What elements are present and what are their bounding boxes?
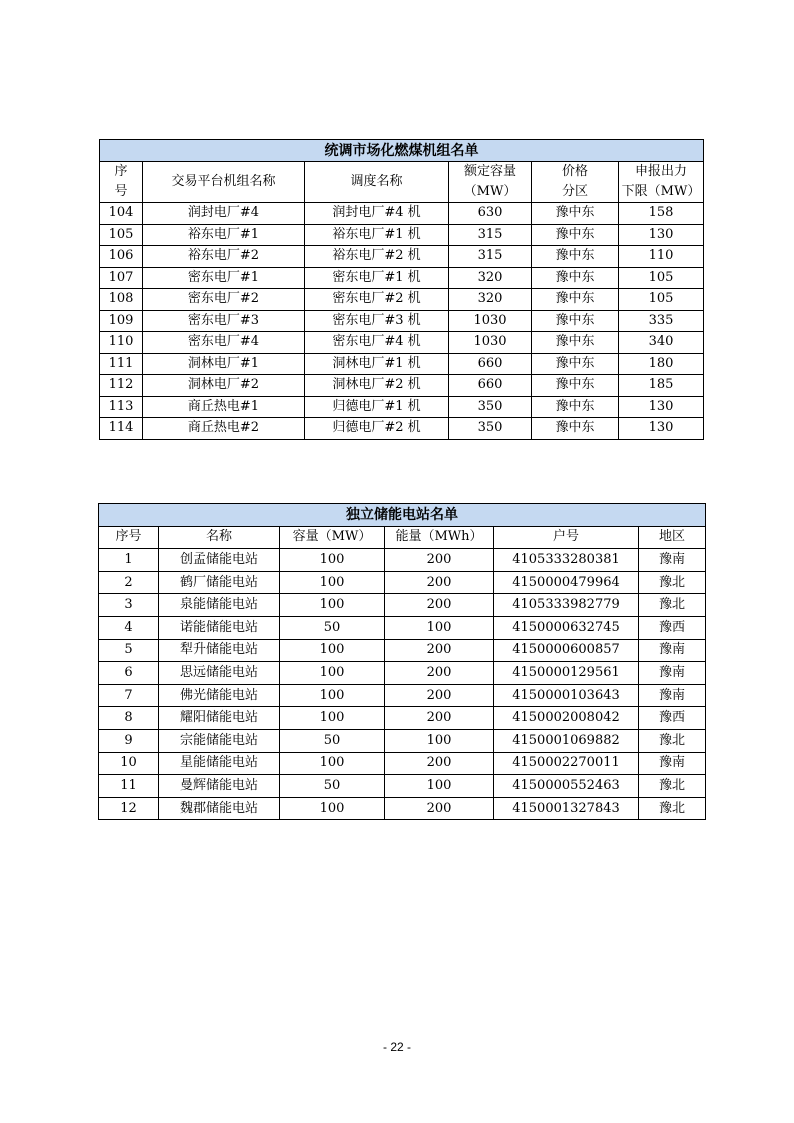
cell-trade-name: 密东电厂#2 <box>143 289 305 311</box>
header-trade-name: 交易平台机组名称 <box>143 162 305 203</box>
cell-capacity: 630 <box>449 203 532 225</box>
energy-storage-table <box>98 503 706 820</box>
cell-region: 豫南 <box>639 684 706 707</box>
cell-price-zone: 豫中东 <box>532 310 619 332</box>
cell-trade-name: 密东电厂#1 <box>143 267 305 289</box>
header-capacity-line2: （MW） <box>463 184 517 199</box>
cell-capacity: 350 <box>449 396 532 418</box>
cell-trade-name: 裕东电厂#1 <box>143 224 305 246</box>
cell-capacity: 100 <box>280 549 385 572</box>
cell-capacity: 100 <box>280 684 385 707</box>
table-row <box>100 396 704 418</box>
cell-name: 魏郡储能电站 <box>159 797 280 820</box>
table-row <box>100 375 704 397</box>
cell-output-limit: 180 <box>619 353 704 375</box>
table-row <box>99 707 706 730</box>
cell-price-zone: 豫中东 <box>532 396 619 418</box>
cell-capacity: 50 <box>280 729 385 752</box>
cell-trade-name: 裕东电厂#2 <box>143 246 305 268</box>
cell-energy: 200 <box>385 639 494 662</box>
cell-seq: 1 <box>99 549 159 572</box>
cell-trade-name: 商丘热电#1 <box>143 396 305 418</box>
table-header-row <box>100 162 704 203</box>
cell-energy: 200 <box>385 594 494 617</box>
table-row <box>100 224 704 246</box>
header-capacity: 容量（MW） <box>280 526 385 549</box>
header-seq: 序号 <box>99 526 159 549</box>
table-row <box>100 418 704 440</box>
cell-dispatch-name: 密东电厂#4 机 <box>305 332 449 354</box>
cell-dispatch-name: 裕东电厂#2 机 <box>305 246 449 268</box>
cell-seq: 11 <box>99 775 159 798</box>
cell-seq: 107 <box>100 267 143 289</box>
cell-capacity: 1030 <box>449 310 532 332</box>
cell-capacity: 660 <box>449 353 532 375</box>
table-row <box>100 332 704 354</box>
cell-dispatch-name: 洞林电厂#1 机 <box>305 353 449 375</box>
header-energy: 能量（MWh） <box>385 526 494 549</box>
header-capacity-line1: 额定容量 <box>463 164 516 179</box>
table-row <box>100 353 704 375</box>
cell-region: 豫北 <box>639 775 706 798</box>
cell-seq: 112 <box>100 375 143 397</box>
cell-price-zone: 豫中东 <box>532 353 619 375</box>
cell-energy: 200 <box>385 662 494 685</box>
header-seq-line1: 序 <box>114 164 128 179</box>
cell-capacity: 315 <box>449 246 532 268</box>
cell-account-no: 4150000129561 <box>494 662 639 685</box>
cell-seq: 114 <box>100 418 143 440</box>
cell-dispatch-name: 归德电厂#1 机 <box>305 396 449 418</box>
cell-seq: 111 <box>100 353 143 375</box>
cell-trade-name: 洞林电厂#2 <box>143 375 305 397</box>
cell-energy: 200 <box>385 707 494 730</box>
cell-output-limit: 105 <box>619 289 704 311</box>
cell-account-no: 4105333982779 <box>494 594 639 617</box>
table-row <box>99 797 706 820</box>
cell-output-limit: 158 <box>619 203 704 225</box>
header-output-limit <box>619 162 704 203</box>
header-region: 地区 <box>639 526 706 549</box>
cell-region: 豫北 <box>639 594 706 617</box>
cell-price-zone: 豫中东 <box>532 267 619 289</box>
table-row <box>100 203 704 225</box>
cell-energy: 200 <box>385 797 494 820</box>
table-row <box>99 594 706 617</box>
cell-region: 豫南 <box>639 662 706 685</box>
cell-seq: 106 <box>100 246 143 268</box>
cell-trade-name: 商丘热电#2 <box>143 418 305 440</box>
cell-capacity: 100 <box>280 752 385 775</box>
header-zone-line2: 分区 <box>561 184 588 199</box>
header-capacity <box>449 162 532 203</box>
table-row <box>99 752 706 775</box>
header-account-no: 户号 <box>494 526 639 549</box>
cell-capacity: 100 <box>280 707 385 730</box>
table-title: 独立储能电站名单 <box>99 504 706 527</box>
cell-seq: 6 <box>99 662 159 685</box>
cell-account-no: 4150002008042 <box>494 707 639 730</box>
cell-seq: 2 <box>99 571 159 594</box>
cell-seq: 110 <box>100 332 143 354</box>
cell-capacity: 320 <box>449 267 532 289</box>
cell-dispatch-name: 裕东电厂#1 机 <box>305 224 449 246</box>
table-row <box>100 267 704 289</box>
cell-output-limit: 110 <box>619 246 704 268</box>
cell-energy: 100 <box>385 775 494 798</box>
cell-region: 豫南 <box>639 549 706 572</box>
header-seq-line2: 号 <box>114 184 128 199</box>
table-row <box>100 310 704 332</box>
header-zone-line1: 价格 <box>561 164 588 179</box>
cell-seq: 10 <box>99 752 159 775</box>
table-row <box>99 571 706 594</box>
cell-output-limit: 130 <box>619 224 704 246</box>
cell-output-limit: 130 <box>619 418 704 440</box>
cell-energy: 200 <box>385 571 494 594</box>
cell-name: 诺能储能电站 <box>159 616 280 639</box>
cell-capacity: 50 <box>280 616 385 639</box>
cell-output-limit: 105 <box>619 267 704 289</box>
cell-price-zone: 豫中东 <box>532 418 619 440</box>
cell-seq: 9 <box>99 729 159 752</box>
cell-energy: 100 <box>385 616 494 639</box>
page-number: - 22 - <box>382 1040 411 1054</box>
cell-dispatch-name: 密东电厂#2 机 <box>305 289 449 311</box>
cell-seq: 4 <box>99 616 159 639</box>
cell-capacity: 315 <box>449 224 532 246</box>
cell-seq: 113 <box>100 396 143 418</box>
cell-account-no: 4150000632745 <box>494 616 639 639</box>
table-row <box>100 246 704 268</box>
cell-capacity: 100 <box>280 639 385 662</box>
cell-account-no: 4150000552463 <box>494 775 639 798</box>
cell-dispatch-name: 润封电厂#4 机 <box>305 203 449 225</box>
cell-account-no: 4150000479964 <box>494 571 639 594</box>
table-row <box>99 662 706 685</box>
cell-seq: 105 <box>100 224 143 246</box>
cell-price-zone: 豫中东 <box>532 224 619 246</box>
cell-output-limit: 340 <box>619 332 704 354</box>
cell-trade-name: 洞林电厂#1 <box>143 353 305 375</box>
table-row <box>99 729 706 752</box>
cell-name: 星能储能电站 <box>159 752 280 775</box>
table-row <box>99 639 706 662</box>
cell-capacity: 100 <box>280 571 385 594</box>
header-seq <box>100 162 143 203</box>
header-limit-line2: 下限（MW） <box>621 184 701 199</box>
cell-region: 豫北 <box>639 797 706 820</box>
cell-region: 豫西 <box>639 707 706 730</box>
cell-trade-name: 密东电厂#4 <box>143 332 305 354</box>
cell-seq: 109 <box>100 310 143 332</box>
cell-seq: 5 <box>99 639 159 662</box>
cell-account-no: 4150002270011 <box>494 752 639 775</box>
header-name: 名称 <box>159 526 280 549</box>
table-row <box>99 775 706 798</box>
cell-name: 泉能储能电站 <box>159 594 280 617</box>
cell-capacity: 50 <box>280 775 385 798</box>
cell-account-no: 4150001327843 <box>494 797 639 820</box>
cell-region: 豫北 <box>639 571 706 594</box>
cell-price-zone: 豫中东 <box>532 246 619 268</box>
cell-trade-name: 润封电厂#4 <box>143 203 305 225</box>
coal-units-table <box>99 139 704 440</box>
table-header-row <box>99 526 706 549</box>
cell-energy: 100 <box>385 729 494 752</box>
cell-account-no: 4105333280381 <box>494 549 639 572</box>
cell-price-zone: 豫中东 <box>532 375 619 397</box>
cell-name: 耀阳储能电站 <box>159 707 280 730</box>
cell-seq: 3 <box>99 594 159 617</box>
table-row <box>99 549 706 572</box>
cell-capacity: 100 <box>280 662 385 685</box>
cell-account-no: 4150001069882 <box>494 729 639 752</box>
cell-name: 曼辉储能电站 <box>159 775 280 798</box>
cell-account-no: 4150000103643 <box>494 684 639 707</box>
cell-name: 思远储能电站 <box>159 662 280 685</box>
cell-name: 宗能储能电站 <box>159 729 280 752</box>
cell-seq: 12 <box>99 797 159 820</box>
cell-region: 豫南 <box>639 639 706 662</box>
table-row <box>99 616 706 639</box>
cell-name: 犁升储能电站 <box>159 639 280 662</box>
cell-output-limit: 130 <box>619 396 704 418</box>
cell-capacity: 320 <box>449 289 532 311</box>
cell-name: 鹤厂储能电站 <box>159 571 280 594</box>
cell-dispatch-name: 密东电厂#1 机 <box>305 267 449 289</box>
cell-price-zone: 豫中东 <box>532 332 619 354</box>
table-row <box>99 684 706 707</box>
cell-energy: 200 <box>385 684 494 707</box>
cell-seq: 8 <box>99 707 159 730</box>
cell-capacity: 660 <box>449 375 532 397</box>
cell-seq: 108 <box>100 289 143 311</box>
cell-energy: 200 <box>385 549 494 572</box>
cell-capacity: 350 <box>449 418 532 440</box>
cell-region: 豫西 <box>639 616 706 639</box>
cell-capacity: 1030 <box>449 332 532 354</box>
cell-capacity: 100 <box>280 797 385 820</box>
cell-dispatch-name: 归德电厂#2 机 <box>305 418 449 440</box>
cell-name: 创孟储能电站 <box>159 549 280 572</box>
header-dispatch-name: 调度名称 <box>305 162 449 203</box>
cell-price-zone: 豫中东 <box>532 203 619 225</box>
cell-account-no: 4150000600857 <box>494 639 639 662</box>
cell-region: 豫北 <box>639 729 706 752</box>
table-row <box>100 289 704 311</box>
cell-trade-name: 密东电厂#3 <box>143 310 305 332</box>
cell-seq: 7 <box>99 684 159 707</box>
header-price-zone <box>532 162 619 203</box>
cell-dispatch-name: 洞林电厂#2 机 <box>305 375 449 397</box>
cell-seq: 104 <box>100 203 143 225</box>
cell-output-limit: 335 <box>619 310 704 332</box>
cell-energy: 200 <box>385 752 494 775</box>
cell-region: 豫南 <box>639 752 706 775</box>
cell-dispatch-name: 密东电厂#3 机 <box>305 310 449 332</box>
header-limit-line1: 申报出力 <box>635 164 688 179</box>
cell-name: 佛光储能电站 <box>159 684 280 707</box>
cell-price-zone: 豫中东 <box>532 289 619 311</box>
table-title: 统调市场化燃煤机组名单 <box>100 140 704 162</box>
cell-capacity: 100 <box>280 594 385 617</box>
cell-output-limit: 185 <box>619 375 704 397</box>
